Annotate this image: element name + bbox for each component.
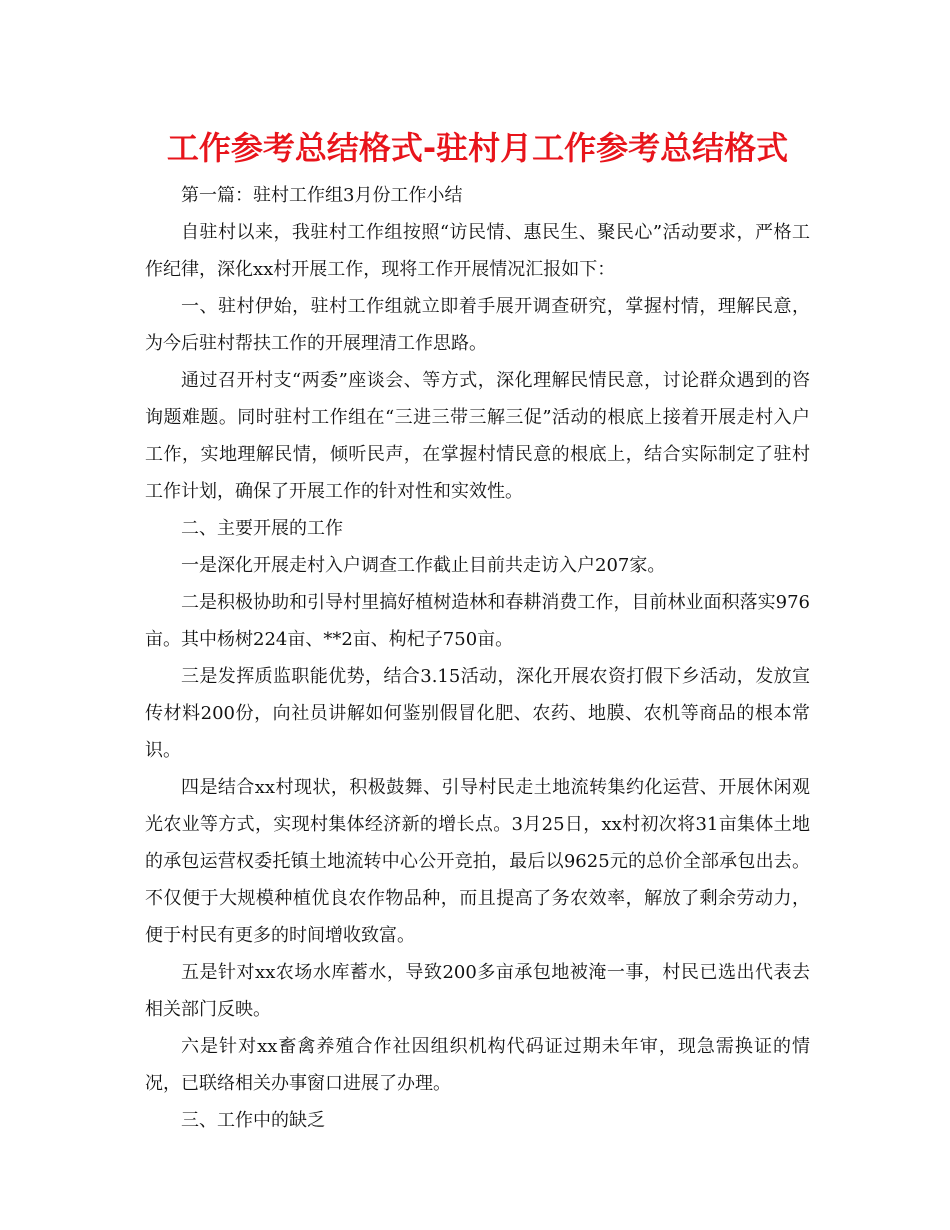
document-title: 工作参考总结格式-驻村月工作参考总结格式 — [166, 129, 789, 167]
paragraph-methods: 通过召开村支“两委”座谈会、等方式，深化理解民情民意，讨论群众遇到的咨询题难题。同时驻村工作组在“三进三带三解三促”活动的根底上接着开展走村入户工作，实地理解民情，倾听民声，在掌握村情民意的根底上，结合实际制定了驻村工作计划，确保了开展工作的针对性和实效性。 — [145, 370, 810, 502]
paragraph-work-four: 四是结合xx村现状，积极鼓舞、引导村民走土地流转集约化运营、开展休闲观光农业等方式，实现村集体经济新的增长点。3月25日，xx村初次将31亩集体土地的承包运营权委托镇土地流转中心公开竞拍，最后以9625元的总价全部承包出去。不仅便于大规模种植优良农作物品种，而且提高了务农效率，解放了剩余劳动力，便于村民有更多的时间增收致富。 — [145, 777, 810, 946]
paragraph-work-two: 二是积极协助和引导村里搞好植树造林和春耕消费工作，目前林业面积落实976亩。其中杨树224亩、**2亩、枸杞子750亩。 — [145, 592, 810, 650]
paragraph-heading-shortcomings: 三、工作中的缺乏 — [181, 1110, 325, 1131]
paragraph-work-three: 三是发挥质监职能优势，结合3.15活动，深化开展农资打假下乡活动，发放宣传材料200份，向社员讲解如何鉴别假冒化肥、农药、地膜、农机等商品的根本常识。 — [145, 666, 810, 761]
paragraph-work-one: 一是深化开展走村入户调查工作截止目前共走访入户207家。 — [181, 555, 666, 576]
paragraph-point-one: 一、驻村伊始，驻村工作组就立即着手展开调查研究，掌握村情，理解民意，为今后驻村帮扶工作的开展理清工作思路。 — [145, 296, 810, 354]
paragraph-heading-main-work: 二、主要开展的工作 — [181, 518, 343, 539]
paragraph-section-heading: 第一篇：驻村工作组3月份工作小结 — [181, 185, 463, 206]
paragraph-intro: 自驻村以来，我驻村工作组按照“访民情、惠民生、聚民心”活动要求，严格工作纪律，深化xx村开展工作，现将工作开展情况汇报如下： — [145, 222, 810, 280]
paragraph-work-five: 五是针对xx农场水库蓄水，导致200多亩承包地被淹一事，村民已选出代表去相关部门反映。 — [145, 962, 810, 1020]
paragraph-work-six: 六是针对xx畜禽养殖合作社因组织机构代码证过期未年审，现急需换证的情况，已联络相关办事窗口进展了办理。 — [145, 1036, 810, 1094]
